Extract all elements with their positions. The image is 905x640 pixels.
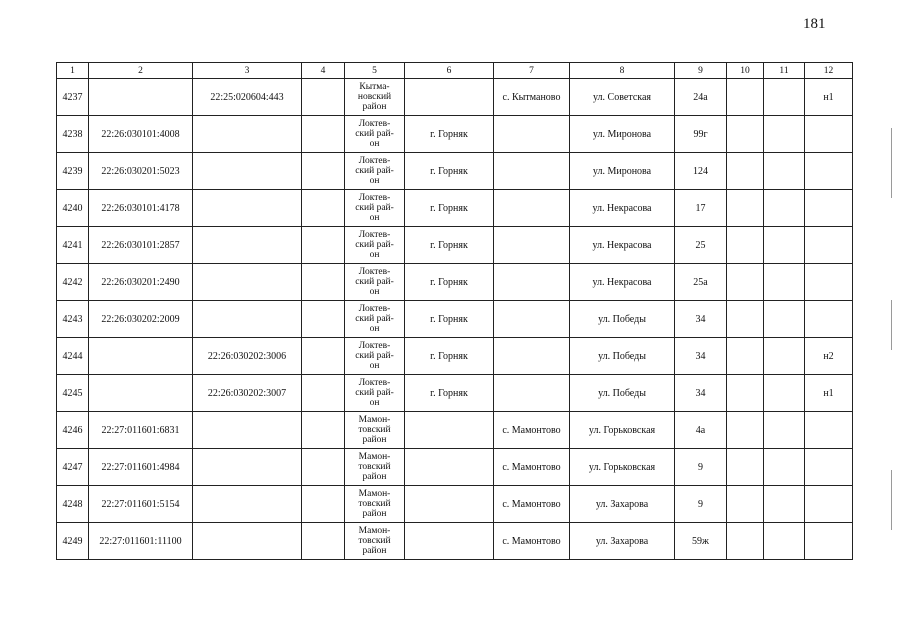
cell-col-11 [764,190,805,227]
cell-street: ул. Победы [570,301,675,338]
cell-district: Мамон- товский район [345,412,405,449]
scan-mark [891,128,892,198]
cell-village: с. Кытманово [494,79,570,116]
cell-col-4 [302,79,345,116]
cell-village [494,301,570,338]
cell-col-11 [764,375,805,412]
cell-row-number: 4242 [57,264,89,301]
column-header-10: 10 [727,63,764,79]
cell-note [805,227,853,264]
cell-col-10 [727,227,764,264]
table-row [57,301,853,338]
cell-col-11 [764,227,805,264]
cell-row-number: 4240 [57,190,89,227]
cell-cadastral-number-2: 22:27:011601:11100 [89,523,193,560]
cell-col-4 [302,523,345,560]
cell-cadastral-number-3 [193,301,302,338]
cell-col-10 [727,190,764,227]
cell-street: ул. Некрасова [570,264,675,301]
cell-cadastral-number-2: 22:26:030201:5023 [89,153,193,190]
cell-cadastral-number-3 [193,449,302,486]
table-row [57,523,853,560]
cell-house-number: 59ж [675,523,727,560]
table-row [57,449,853,486]
cell-house-number: 25 [675,227,727,264]
cell-col-11 [764,116,805,153]
cell-cadastral-number-3 [193,153,302,190]
page-number: 181 [803,16,826,32]
cell-village [494,375,570,412]
cell-street: ул. Некрасова [570,190,675,227]
table-row [57,375,853,412]
cell-district: Мамон- товский район [345,449,405,486]
cell-district: Локтев- ский рай- он [345,264,405,301]
cell-city [405,412,494,449]
cell-col-11 [764,338,805,375]
cell-city [405,79,494,116]
table-row [57,486,853,523]
cell-col-11 [764,264,805,301]
cell-row-number: 4244 [57,338,89,375]
cell-cadastral-number-2 [89,375,193,412]
cell-district: Локтев- ский рай- он [345,375,405,412]
cell-city [405,486,494,523]
cell-house-number: 124 [675,153,727,190]
column-header-12: 12 [805,63,853,79]
cell-street: ул. Захарова [570,486,675,523]
column-header-8: 8 [570,63,675,79]
cell-district: Кытма- новский район [345,79,405,116]
scan-mark [891,470,892,530]
table-row [57,227,853,264]
cell-col-11 [764,79,805,116]
cell-note [805,486,853,523]
cell-cadastral-number-2: 22:26:030201:2490 [89,264,193,301]
cell-street: ул. Советская [570,79,675,116]
cell-col-10 [727,153,764,190]
cell-cadastral-number-2: 22:26:030202:2009 [89,301,193,338]
column-header-6: 6 [405,63,494,79]
column-header-3: 3 [193,63,302,79]
cell-street: ул. Горьковская [570,449,675,486]
cell-col-4 [302,412,345,449]
table-row [57,79,853,116]
column-header-11: 11 [764,63,805,79]
cell-row-number: 4248 [57,486,89,523]
column-header-4: 4 [302,63,345,79]
cell-col-4 [302,449,345,486]
cell-row-number: 4243 [57,301,89,338]
cell-house-number: 9 [675,449,727,486]
cell-cadastral-number-2: 22:27:011601:5154 [89,486,193,523]
cell-village: с. Мамонтово [494,523,570,560]
cell-col-10 [727,375,764,412]
cell-note [805,412,853,449]
cell-house-number: 34 [675,301,727,338]
cell-col-4 [302,227,345,264]
cell-note [805,301,853,338]
column-header-1: 1 [57,63,89,79]
cell-district: Локтев- ский рай- он [345,116,405,153]
cell-city: г. Горняк [405,264,494,301]
cell-cadastral-number-3 [193,190,302,227]
cell-village [494,153,570,190]
cell-street: ул. Победы [570,338,675,375]
cell-cadastral-number-2 [89,338,193,375]
cell-house-number: 34 [675,375,727,412]
cell-col-10 [727,301,764,338]
cell-col-11 [764,449,805,486]
cell-district: Локтев- ский рай- он [345,338,405,375]
cell-district: Локтев- ский рай- он [345,301,405,338]
cell-row-number: 4249 [57,523,89,560]
cell-col-11 [764,486,805,523]
cell-col-10 [727,523,764,560]
cell-cadastral-number-3: 22:26:030202:3006 [193,338,302,375]
cell-cadastral-number-3 [193,227,302,264]
cell-col-4 [302,190,345,227]
cell-house-number: 25а [675,264,727,301]
cell-note [805,153,853,190]
cell-city [405,449,494,486]
cell-row-number: 4246 [57,412,89,449]
cell-street: ул. Миронова [570,153,675,190]
cell-row-number: 4238 [57,116,89,153]
cell-street: ул. Победы [570,375,675,412]
cell-note: н1 [805,375,853,412]
cell-col-4 [302,153,345,190]
cell-district: Локтев- ский рай- он [345,190,405,227]
cell-city: г. Горняк [405,301,494,338]
cell-row-number: 4239 [57,153,89,190]
cell-cadastral-number-2 [89,79,193,116]
cell-village [494,190,570,227]
cell-city: г. Горняк [405,375,494,412]
cell-city: г. Горняк [405,153,494,190]
cell-cadastral-number-3: 22:25:020604:443 [193,79,302,116]
cell-cadastral-number-2: 22:26:030101:2857 [89,227,193,264]
cell-col-11 [764,412,805,449]
column-header-7: 7 [494,63,570,79]
cell-col-10 [727,264,764,301]
cell-cadastral-number-3 [193,486,302,523]
cell-house-number: 99г [675,116,727,153]
cell-row-number: 4237 [57,79,89,116]
cell-cadastral-number-3 [193,412,302,449]
cell-col-11 [764,523,805,560]
cell-district: Локтев- ский рай- он [345,153,405,190]
cell-col-4 [302,116,345,153]
cell-note [805,190,853,227]
table-row [57,412,853,449]
property-register-table [56,62,853,560]
cell-city: г. Горняк [405,338,494,375]
cell-note [805,116,853,153]
cell-village [494,264,570,301]
cell-village [494,338,570,375]
cell-city [405,523,494,560]
cell-house-number: 24а [675,79,727,116]
cell-col-11 [764,153,805,190]
cell-district: Локтев- ский рай- он [345,227,405,264]
cell-district: Мамон- товский район [345,486,405,523]
column-header-9: 9 [675,63,727,79]
cell-col-10 [727,338,764,375]
cell-cadastral-number-2: 22:26:030101:4178 [89,190,193,227]
cell-row-number: 4245 [57,375,89,412]
cell-col-10 [727,412,764,449]
cell-col-4 [302,338,345,375]
cell-house-number: 4а [675,412,727,449]
cell-street: ул. Некрасова [570,227,675,264]
cell-cadastral-number-2: 22:27:011601:6831 [89,412,193,449]
cell-district: Мамон- товский район [345,523,405,560]
table-body [57,63,853,560]
cell-street: ул. Захарова [570,523,675,560]
cell-village [494,227,570,264]
cell-col-10 [727,79,764,116]
cell-col-10 [727,449,764,486]
cell-street: ул. Горьковская [570,412,675,449]
cell-village: с. Мамонтово [494,449,570,486]
cell-note [805,523,853,560]
cell-city: г. Горняк [405,190,494,227]
table-row [57,338,853,375]
cell-note [805,449,853,486]
cell-house-number: 17 [675,190,727,227]
column-header-5: 5 [345,63,405,79]
cell-city: г. Горняк [405,227,494,264]
cell-col-4 [302,486,345,523]
cell-cadastral-number-3 [193,264,302,301]
cell-col-4 [302,375,345,412]
cell-note: н1 [805,79,853,116]
cell-cadastral-number-3 [193,116,302,153]
cell-note: н2 [805,338,853,375]
header-row [57,63,853,79]
cell-note [805,264,853,301]
table-row [57,190,853,227]
cell-house-number: 9 [675,486,727,523]
table-row [57,116,853,153]
table-row [57,264,853,301]
cell-row-number: 4241 [57,227,89,264]
cell-col-10 [727,116,764,153]
cell-col-10 [727,486,764,523]
cell-village [494,116,570,153]
cell-cadastral-number-2: 22:26:030101:4008 [89,116,193,153]
column-header-2: 2 [89,63,193,79]
cell-col-4 [302,264,345,301]
cell-village: с. Мамонтово [494,486,570,523]
cell-street: ул. Миронова [570,116,675,153]
cell-village: с. Мамонтово [494,412,570,449]
cell-row-number: 4247 [57,449,89,486]
cell-city: г. Горняк [405,116,494,153]
cell-cadastral-number-3: 22:26:030202:3007 [193,375,302,412]
cell-col-4 [302,301,345,338]
cell-house-number: 34 [675,338,727,375]
cell-cadastral-number-2: 22:27:011601:4984 [89,449,193,486]
cell-cadastral-number-3 [193,523,302,560]
cell-col-11 [764,301,805,338]
scan-mark [891,300,892,350]
table-row [57,153,853,190]
